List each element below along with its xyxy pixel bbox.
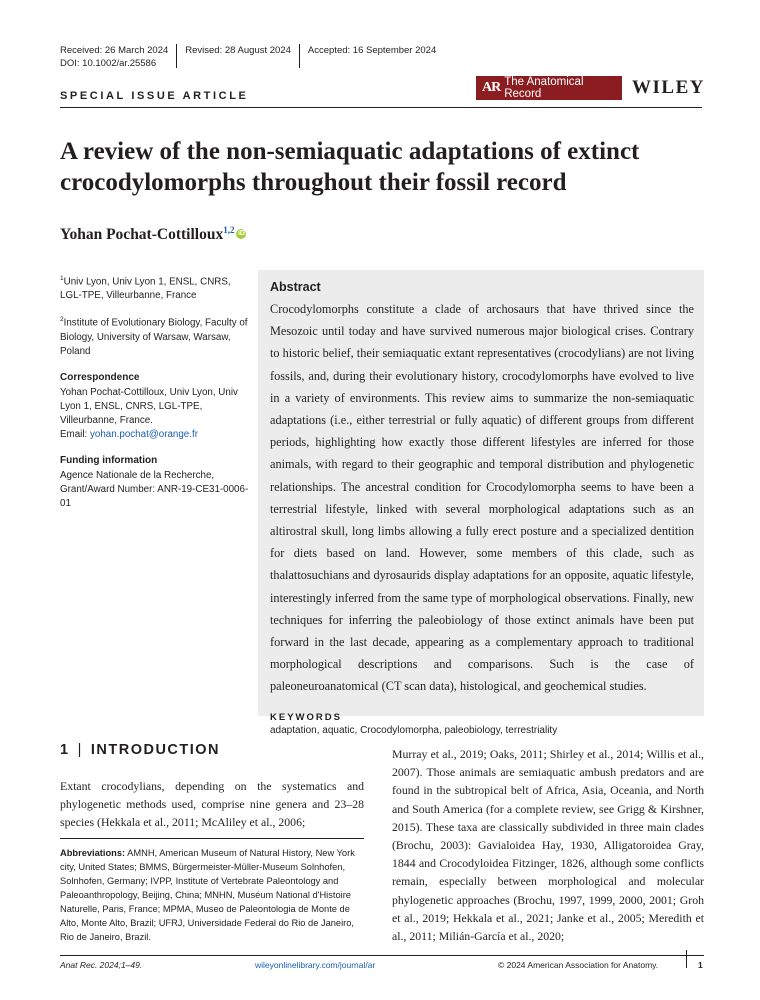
abstract-text: Crocodylomorphs constitute a clade of archosaurs that have thrived since the Mesozoic until today and have survived numerous major biological crises. Contrary to historic belief, their semiaquatic extant representatives (crocodylians) are not living fossils, and, during their evolutionary history, crocodylomorphs have evolved to live in a variety of environments. This review aims to summarize the non-semiaquatic adaptations (i.e., either terrestrial or fully aquatic) of different groups from different periods, highlighting how exactly those different lifestyles are inferred for those animals, with regard to their geographic and temporal distribution and phylogenetic relationships. The ancestral condition for Crocodylomorpha seems to have been a terrestrial lifestyle, linked with several morphological adaptations such as an altirostral skull, long limbs allowing a fully erect posture and a specialized dentition for diets based on land. However, some members of this clade, such as thalattosuchians and dyrosaurids display adaptations for an opposite, aquatic lifestyle, interestingly inferred from the same type of morphological observations. Finally, new techniques for inferring the paleobiology of those extinct animals have been put forward in the last decade, appearing as a complementary approach to traditional morphological descriptions and comparisons. Such is the case of paleoneuroanatomical (CT scan data), histological, and geochemical studies. (270, 302, 694, 694)
article-title: A review of the non-semiaquatic adaptations of extinct crocodylomorphs throughout their fossil record (60, 138, 640, 196)
keywords-heading: KEYWORDS (270, 711, 342, 723)
correspondence-text: Yohan Pochat-Cottilloux, Univ Lyon, Univ Lyon 1, ENSL, CNRS, LGL-TPE, Villeurbanne, France. Email: yohan.pochat@orange.fr (60, 386, 238, 440)
email-link[interactable]: yohan.pochat@orange.fr (89, 428, 198, 440)
affiliation-1: $^1$Univ Lyon, Univ Lyon 1, ENSL, CNRS, LGL-TPE, Villeurbanne, France (60, 275, 231, 302)
footer-url[interactable]: wileyonlinelibrary.com/journal/ar (255, 960, 376, 970)
header-divider (60, 107, 702, 108)
abstract-heading: Abstract (270, 280, 321, 294)
footer-citation: Anat Rec. 2024;1–49. (60, 960, 143, 970)
funding-heading: Funding information (60, 454, 158, 466)
accepted-date: Accepted: 16 September 2024 (307, 44, 437, 56)
section-separator: | (77, 742, 83, 758)
orcid-icon[interactable]: iD (237, 230, 245, 238)
abstract-box (258, 270, 704, 736)
section-number: 1 (60, 742, 70, 758)
footnote-divider (60, 838, 364, 839)
section-title: INTRODUCTION (90, 742, 221, 758)
abbreviations-text: AMNH, American Museum of Natural History, New York city, United States; BMMS, Bürgermeister-Müller-Museum Solnhofen, Solnhofen, Germany; IVPP, Institute of Vertebrate Paleontology and Paleoanthropology, Beijing, China; MNHN, Muséum National d'Histoire Naturelle, Paris, France; MPMA, Museo de Paleontologia de Monte de Alto, Monte Alto, Brazil; UFRJ, Universidade Federal do Rio de Janeiro, Rio de Janeiro, Brazil. (60, 848, 355, 942)
article-type: SPECIAL ISSUE ARTICLE (60, 90, 249, 102)
footer-copyright: © 2024 American Association for Anatomy. (498, 960, 659, 970)
abbreviations-label: Abbreviations: (60, 848, 126, 858)
footer-tick (686, 950, 687, 968)
funding-text: Agence Nationale de la Recherche, Grant/Award Number: ANR-19-CE31-0006-01 (60, 469, 249, 509)
keywords: adaptation, aquatic, Crocodylomorpha, paleobiology, terrestriality (270, 724, 558, 736)
intro-paragraph-left: Extant crocodylians, depending on the systematics and phylogenetic methods used, comprise nine genera and 23–28 species (Hekkala et al., 2011; McAliley et al., 2006; (60, 779, 364, 829)
publisher-logo[interactable]: WILEY (632, 77, 705, 98)
affiliation-2: $^2$Institute of Evolutionary Biology, Faculty of Biology, University of Warsaw, Warsaw, Poland (60, 316, 248, 357)
correspondence-heading: Correspondence (60, 371, 140, 383)
article-info-column (60, 272, 250, 521)
journal-logo[interactable] (476, 76, 622, 100)
section-heading (60, 742, 220, 758)
revised-date: Revised: 28 August 2024 (185, 44, 291, 56)
doi[interactable]: DOI: 10.1002/ar.25586 (60, 58, 157, 69)
received-date: Received: 26 March 2024 (60, 44, 169, 56)
page-number: 1 (698, 960, 703, 970)
author-name[interactable]: Yohan Pochat-Cottilloux (60, 226, 224, 244)
author-line (60, 225, 246, 244)
journal-name: The Anatomical Record (504, 76, 584, 100)
intro-paragraph-right: Murray et al., 2019; Oaks, 2011; Shirley et al., 2014; Willis et al., 2007). Those animals are semiaquatic ambush predators and are found in the subtropical belt of Africa, Asia, Oceania, and North and South America (for a complete review, see Grigg & Kirshner, 2015). These taxa are classically subdivided in three main clades (Brochu, 2003): Gavialoidea Hay, 1930, Alligatoroidea Gray, 1844 and Crocodyloidea Fitzinger, 1826, although some conflicts remain, especially between morphological and molecular phylogenetic approaches (Brochu, 1997, 1999, 2000, 2001; Groh et al., 2019; Hekkala et al., 2021; Janke et al., 2005; Meredith et al., 2011; Milián-García et al., 2020; (392, 747, 704, 944)
abbreviations-footnote (60, 846, 364, 944)
date-separator (299, 44, 300, 68)
date-separator (176, 44, 177, 68)
footer-divider (60, 955, 704, 956)
journal-logo-mark: AR (482, 80, 501, 95)
author-affil-marks[interactable]: 1,2 (223, 225, 235, 235)
